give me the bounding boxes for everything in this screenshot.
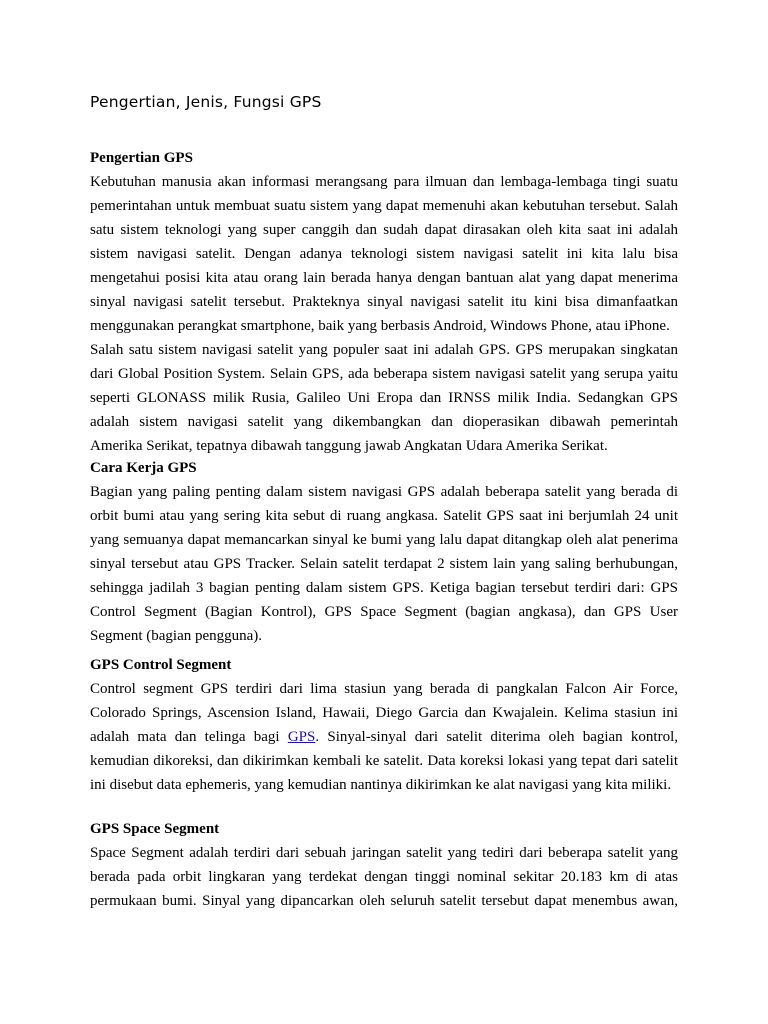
text-line: permukaan bumi. Sinyal yang dipancarkan oleh seluruh satelit tersebut dapat menembus awan,	[90, 893, 678, 909]
text-line: satu sistem teknologi yang super canggih dan sudah dapat dirasakan oleh kita saat ini adalah	[90, 222, 678, 238]
text-fragment: . Sinyal-sinyal dari satelit diterima oleh bagian kontrol,	[315, 729, 679, 745]
section-heading: GPS Control Segment	[90, 657, 232, 673]
text-line: mengetahui posisi kita atau orang lain berada hanya dengan bantuan alat yang dapat menerima	[90, 270, 678, 286]
text-line: dari Global Position System. Selain GPS, ada beberapa sistem navigasi satelit yang serupa yaitu	[90, 366, 678, 382]
text-line: Space Segment adalah terdiri dari sebuah jaringan satelit yang tediri dari beberapa satelit yang	[90, 845, 678, 861]
text-line: Kebutuhan manusia akan informasi merangsang para ilmuan dan lembaga-lembaga tingi suatu	[90, 174, 678, 190]
text-line: seperti GLONASS milik Rusia, Galileo Uni Eropa dan IRNSS milik India. Sedangkan GPS	[90, 390, 678, 406]
text-fragment: adalah mata dan telinga bagi	[90, 729, 288, 745]
page-title: Pengertian, Jenis, Fungsi GPS	[90, 93, 322, 111]
text-line: sinyal navigasi satelit tersebut. Prakteknya sinyal navigasi satelit itu kini bisa dimanfaatkan	[90, 294, 678, 310]
gps-link[interactable]: GPS	[287, 729, 316, 745]
text-line: Segment (bagian pengguna).	[90, 628, 263, 644]
text-line: Salah satu sistem navigasi satelit yang populer saat ini adalah GPS. GPS merupakan singkatan	[90, 342, 678, 358]
text-line: berada pada orbit lingkaran yang terdekat dengan tinggi nominal sekitar 20.183 km di atas	[90, 869, 678, 885]
text-line: Control segment GPS terdiri dari lima stasiun yang berada di pangkalan Falcon Air Force,	[90, 681, 678, 697]
section-paragraph	[90, 480, 678, 648]
text-line: sinyal tersebut atau GPS Tracker. Selain satelit terdapat 2 sistem lain yang saling berhubungan,	[90, 556, 678, 572]
text-line: yang semuanya dapat memancarkan sinyal ke bumi yang lalu dapat ditangkap oleh alat penerima	[90, 532, 678, 548]
section-cara-kerja-gps	[90, 456, 678, 648]
section-paragraph	[90, 841, 678, 913]
section-gps-control-segment	[90, 653, 678, 797]
text-line: Colorado Springs, Ascension Island, Hawaii, Diego Garcia dan Kwajalein. Kelima stasiun ini	[90, 705, 678, 721]
text-line: Bagian yang paling penting dalam sistem navigasi GPS adalah beberapa satelit yang berada di	[90, 484, 678, 500]
section-paragraph	[90, 677, 678, 797]
section-heading: Pengertian GPS	[90, 150, 193, 166]
text-line: sistem navigasi satelit. Dengan adanya teknologi sistem navigasi satelit ini kita lalu bisa	[90, 246, 678, 262]
section-heading: GPS Space Segment	[90, 821, 220, 837]
text-line: ini disebut data ephemeris, yang kemudian nantinya dikirimkan ke alat navigasi yang kita miliki.	[90, 777, 672, 793]
section-heading: Cara Kerja GPS	[90, 460, 197, 476]
text-line: kemudian dikoreksi, dan dikirimkan kembali ke satelit. Data koreksi lokasi yang tepat dari satelit	[90, 753, 678, 769]
section-gps-space-segment	[90, 817, 678, 913]
section-pengertian-gps	[90, 146, 678, 458]
text-line: adalah sistem navigasi satelit yang dikembangkan dan dioperasikan dibawah pemerintah	[90, 414, 678, 430]
text-line: menggunakan perangkat smartphone, baik yang berbasis Android, Windows Phone, atau iPhone.	[90, 318, 670, 334]
section-paragraph	[90, 170, 678, 458]
text-line: orbit bumi atau yang sering kita sebut di ruang angkasa. Satelit GPS saat ini berjumlah 24 unit	[90, 508, 678, 524]
text-line-with-link	[90, 725, 678, 749]
text-line: pemerintahan untuk membuat suatu sistem yang dapat memenuhi akan kebutuhan tersebut. Salah	[90, 198, 678, 214]
text-line: sehingga jadilah 3 bagian penting dalam sistem GPS. Ketiga bagian tersebut terdiri dari: GPS	[90, 580, 678, 596]
text-line: Control Segment (Bagian Kontrol), GPS Space Segment (bagian angkasa), dan GPS User	[90, 604, 678, 620]
text-line: Amerika Serikat, tepatnya dibawah tanggung jawab Angkatan Udara Amerika Serikat.	[90, 438, 608, 454]
